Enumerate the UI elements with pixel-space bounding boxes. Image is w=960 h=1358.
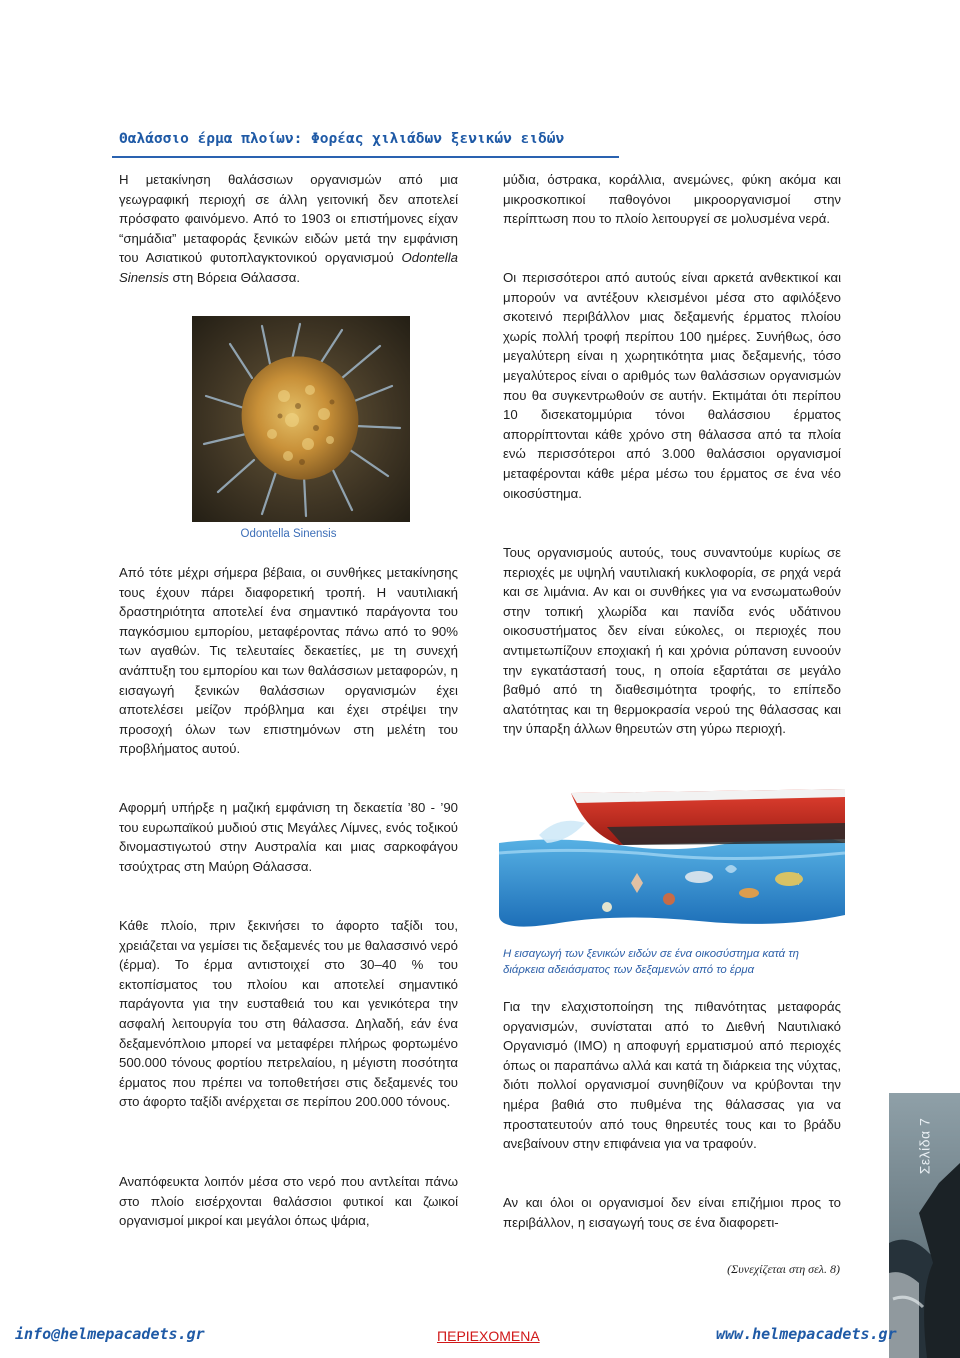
paragraph-species-list: μύδια, όστρακα, κοράλλια, ανεμώνες, φύκη ακόμα και μικροσκοπικοί παθογόνοι μικροοργανισμοί στην περίπτωση που το πλοίο λειτουργεί σε μολυσμένα νερά. [503,172,841,227]
right-column-top [503,170,841,229]
paragraph-organisms: Αναπόφευκτα λοιπόν μέσα στο νερό που αντλείται πάνω στο πλοίο εισέρχονται θαλάσσιοι φυτικοί και ζωικοί οργανισμοί μικροί και μεγάλοι όπως ψάρια, [119,1174,458,1229]
intro-paragraph: Η μετακίνηση θαλάσσιων οργανισμών από μια γεωγραφική περιοχή σε άλλη γειτονική δεν αποτελεί πρόσφατο φαινόμενο. Από το 1903 οι επιστήμονες είχαν “σημάδια” μεταφοράς ξενικών ειδών μετά την εμφάνιση του Ασιατικού φυτοπλαγκτονικού οργανισμού Odontella Sinensis στη Βόρεια Θάλασσα. [119,172,458,285]
footer-website-link[interactable]: www.helmepacadets.gr [716,1325,897,1343]
right-column-body-2 [503,543,841,739]
footer-contents-link[interactable]: ΠΕΡΙΕΧΟΜΕΝΑ [437,1328,540,1344]
odontella-sinensis-micrograph [192,316,410,522]
left-column-body-3 [119,916,458,1112]
paragraph-resistance: Οι περισσότεροι από αυτούς είναι αρκετά ανθεκτικοί και μπορούν να αντέξουν κλεισμένοι μέσα στο αφιλόξενο σκοτεινό περιβάλλον μιας δεξαμενής έρματος πλοίου χωρίς πολλή τροφή περίπου 100 ημέρες. Συνήθως, όσο μεγαλύτερη είναι η χωρητικότητα μιας δεξαμενής, τόσο μεγαλύτερος είναι ο αριθμός των θαλάσσιων οργανισμών που θα συγκεντρωθούν σε αυτήν. Εκτιμάται ότι περίπου 10 δισεκατομμύρια τόνοι θαλάσσιου έρματος απορρίπτονται κάθε χρόνο στη θάλασσα από τα πλοία ενώ περισσότεροι από 3.000 θαλάσσιοι οργανισμοί μεταφέρονται κάθε μέρα μέσω του έρματος σε ένα νέο οικοσύστημα. [503,270,841,501]
species-name: Odontella Sinensis [119,250,458,285]
ship-illustration-caption: Η εισαγωγή των ξενικών ειδών σε ένα οικοσύστημα κατά τη διάρκεια αδειάσματος των δεξαμενών από το έρμα [503,948,799,976]
footer-email-link[interactable]: info@helmepacadets.gr [15,1325,205,1343]
micrograph-caption: Odontella Sinensis [240,528,337,540]
paragraph-shipping: Από τότε μέχρι σήμερα βέβαια, οι συνθήκες μετακίνησης τους έχουν πάρει διαφορετική τροπή. Η ναυτιλιακή δραστηριότητα αποτελεί ένα σημαντικό παράγοντα του παγκόσμιου εμπορίου, μεταφέροντας πάνω από το 90% των αγαθών. Τις τελευταίες δεκαετίες, με τη συνεχή ανάπτυξη του εμπορίου και των θαλάσσιων μεταφορών, η εισαγωγή ξενικών θαλάσσιων οργανισμών έχει αποτελέσει μείζον πρόβλημα και έχει στρέψει την προσοχή όλων των επιστημόνων στη μελέτη του προβλήματος αυτού. [119,565,458,757]
ship-illustration [499,783,845,933]
paragraph-outbreaks: Αφορμή υπήρξε η μαζική εμφάνιση τη δεκαετία ’80 - ’90 του ευρωπαϊκού μυδιού στις Μεγάλες Λίμνες, ενός τοξικού δινομαστιγωτού στην Αυστραλία και μιας σαρκοφάγου τσούχτρας στη Μαύρη Θάλασσα. [119,800,458,874]
continued-note: (Συνεχίζεται στη σελ. 8) [727,1262,840,1276]
paragraph-habitats: Τους οργανισμούς αυτούς, τους συναντούμε κυρίως σε περιοχές με υψηλή ναυτιλιακή κυκλοφορία, σε ρηχά νερά και σε λιμάνια. Αν και οι συνθήκες για να ενσωματωθούν στην τοπική χλωρίδα και πανίδα ενός υδάτινου οικοσυστήματος δεν είναι εύκολες, οι περιοχές που αντιμετωπίζουν εποχιακή ή και χρόνια ρύπανση ευνοούν την εγκατάστασή τους, η οποία εξαρτάται σε μεγάλο βαθμό από τη διαθεσιμότητα τροφής, το επίπεδο αλατότητας και τη θερμοκρασία νερού της θάλασσας και την ύπαρξη άλλων θηρευτών στη γύρω περιοχή. [503,545,841,737]
paragraph-imo: Για την ελαχιστοποίηση της πιθανότητας μεταφοράς οργανισμών, συνίσταται από το Διεθνή Ναυτιλιακό Οργανισμό (IMO) η αποφυγή ερματισμού από περιοχές όπως οι παραπάνω αλλά και κατά τη διάρκεια της νύχτας, διότι πολλοί οργανισμοί συνηθίζουν να κρύβονται την ημέρα βαθιά στο πυθμένα της θάλασσας για να προστατευτούν από τους θηρευτές τους και το βράδυ ανεβαίνουν στην επιφάνεια για να τραφούν. [503,999,841,1152]
page-number-tab [909,1106,939,1186]
right-column-body-4 [503,1193,841,1232]
paragraph-ballast: Κάθε πλοίο, πριν ξεκινήσει το άφορτο ταξίδι του, χρειάζεται να γεμίσει τις δεξαμενές του με θαλασσινό νερό (έρμα). Το έρμα αντιστοιχεί στο 30–40 % του εκτοπίσματος του πλοίου και αποτελεί σημαντικό παράγοντα για την ευσταθειά του και γενικότερα την ασφαλή λειτουργία του στη θάλασσα. Δηλαδή, εάν ένα δεξαμενόπλοιο μπορεί να μεταφέρει πλήρως φορτωμένο 500.000 τόνους φορτίου πετρελαίου, η μέγιστη ποσότητα έρματος που πρέπει να τοποθετήσει στις δεξαμενές του στο άφορτο ταξίδι ανέρχεται σε περίπου 200.000 τόνους. [119,918,458,1110]
article-title: Θαλάσσιο έρμα πλοίων: Φορέας χιλιάδων ξενικών ειδών [119,131,565,147]
micrograph-illustration [192,316,410,522]
left-column-body-2 [119,798,458,876]
left-column-intro [119,170,458,288]
right-column-body-3 [503,997,841,1154]
paragraph-continued: Αν και όλοι οι οργανισμοί δεν είναι επιζήμιοι προς το περιβάλλον, η εισαγωγή τους σε ένα διαφορετι- [503,1195,841,1230]
left-column-body-4 [119,1172,458,1231]
page-number: Σελίδα 7 [916,1117,933,1175]
left-column-body [119,563,458,759]
ballast-discharge-illustration [499,783,845,933]
right-column-body [503,268,841,503]
title-underline [112,156,619,158]
